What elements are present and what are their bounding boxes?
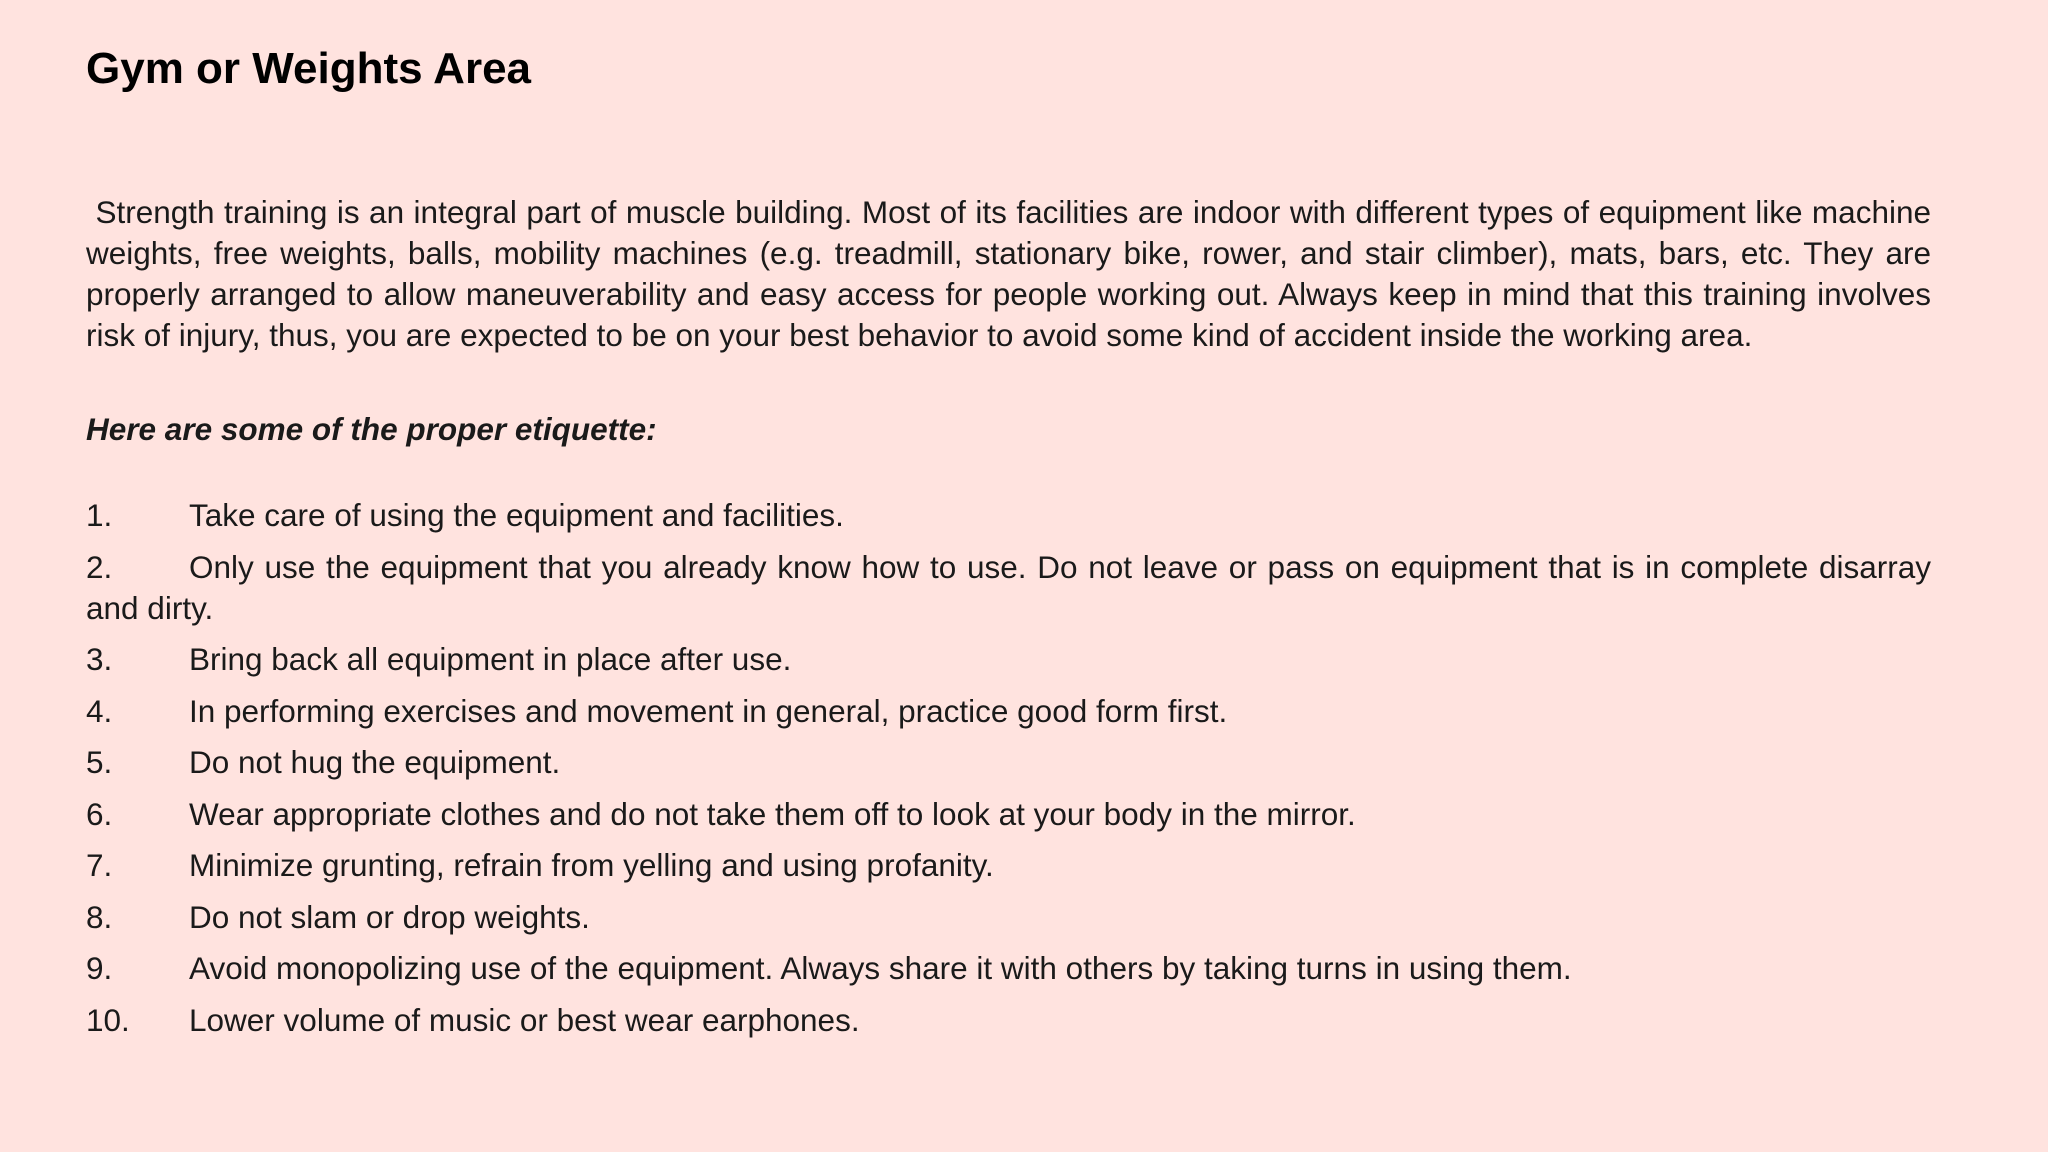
list-item-text: Take care of using the equipment and facilities. xyxy=(189,497,844,533)
list-item-number: 8. xyxy=(86,898,113,935)
list-item-number: 4. xyxy=(86,692,113,729)
list-item-number: 10. xyxy=(86,1001,130,1038)
list-item-text: Lower volume of music or best wear earphones. xyxy=(189,1001,860,1038)
list-item-number: 6. xyxy=(86,795,113,832)
list-item xyxy=(86,794,1931,835)
list-item xyxy=(86,639,1931,680)
list-item-number: 7. xyxy=(86,847,113,883)
list-item-text: In performing exercises and movement in general, practice good form first. xyxy=(189,692,1228,729)
list-item-text: Bring back all equipment in place after use. xyxy=(189,641,792,677)
list-item-text: Avoid monopolizing use of the equipment. Always share it with others by taking turns in using them. xyxy=(189,950,1572,986)
list-item xyxy=(86,691,1931,732)
list-item-text: Do not slam or drop weights. xyxy=(189,898,590,935)
list-item xyxy=(86,547,1931,629)
list-item-number: 3. xyxy=(86,641,113,677)
list-item-number: 9. xyxy=(86,950,113,986)
list-item-text: Only use the equipment that you already know how to use. Do not leave or pass on equipment that is in complete disarray and dirty. xyxy=(86,548,1931,626)
list-item xyxy=(86,742,1931,783)
page-title: Gym or Weights Area xyxy=(86,44,532,93)
list-item xyxy=(86,1000,1931,1041)
list-item-number: 5. xyxy=(86,744,113,780)
etiquette-subheading: Here are some of the proper etiquette: xyxy=(86,411,657,447)
list-item xyxy=(86,495,1931,536)
list-item xyxy=(86,897,1931,938)
intro-paragraph: Strength training is an integral part of muscle building. Most of its facilities are indoor with different types of equipment like machine weights, free weights, balls, mobility machines (e.g. treadmill, stationary bike, rower, and stair climber), mats, bars, etc. They are properly arranged to allow maneuverability and easy access for people working out. Always keep in mind that this training involves risk of injury, thus, you are expected to be on your best behavior to avoid some kind of accident inside the working area. xyxy=(86,194,1940,353)
etiquette-list xyxy=(86,495,1931,1041)
list-item-number: 2. xyxy=(86,548,113,585)
list-item-text: Do not hug the equipment. xyxy=(189,744,561,780)
list-item-text: Minimize grunting, refrain from yelling and using profanity. xyxy=(189,847,994,883)
list-item xyxy=(86,948,1931,989)
list-item xyxy=(86,845,1931,886)
list-item-number: 1. xyxy=(86,497,113,533)
list-item-text: Wear appropriate clothes and do not take them off to look at your body in the mirror. xyxy=(189,795,1356,832)
